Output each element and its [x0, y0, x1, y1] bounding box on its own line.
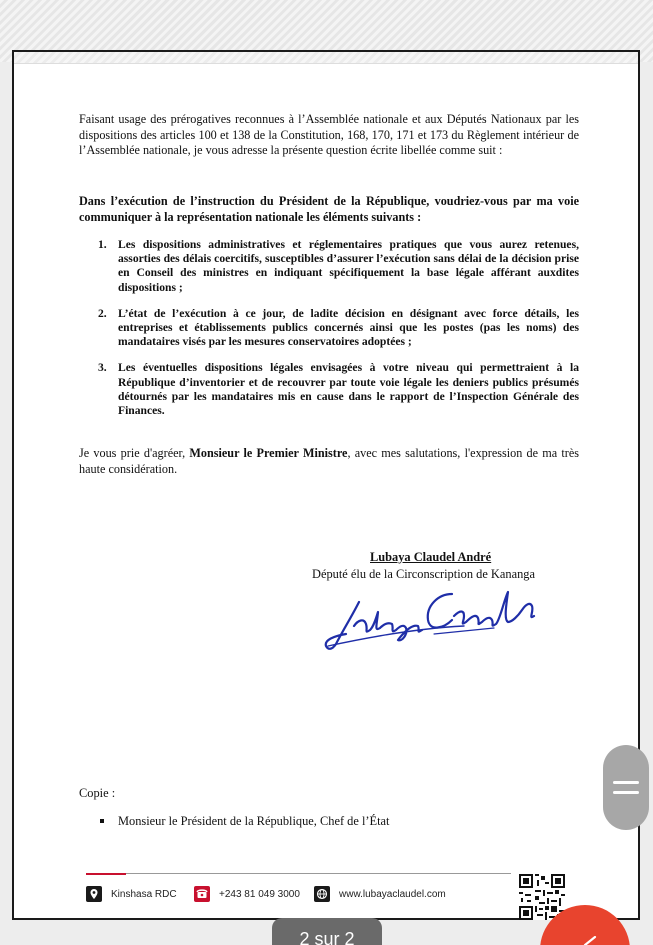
footer-location: [86, 886, 177, 902]
handwritten-signature: [314, 580, 544, 652]
footer-website: [314, 886, 446, 902]
pen-icon: [583, 936, 597, 945]
list-item: [98, 307, 579, 350]
footer-website-text: www.lubayaclaudel.com: [339, 888, 446, 900]
list-text: Les éventuelles dispositions légales envisagées à votre niveau qui permettraient à la République d’inventorier et de recouvrer par toute voie légale les deniers publics présumés détournés par les mandataires mis en cause dans le rapport de l’Inspection Générale des Finances.: [118, 361, 579, 418]
phone-icon: [194, 886, 210, 902]
map-pin-icon: [86, 886, 102, 902]
footer-divider: [126, 873, 511, 874]
globe-icon: [314, 886, 330, 902]
question-list: [98, 238, 579, 430]
handle-line: [613, 781, 639, 784]
copy-label: Copie :: [79, 786, 116, 800]
bullet-icon: [100, 819, 104, 823]
document-page: [12, 50, 640, 920]
list-number: 1.: [98, 238, 107, 251]
letterhead-footer: [86, 886, 506, 904]
scroll-handle[interactable]: [603, 745, 649, 830]
copy-recipient: [100, 814, 390, 829]
signatory-name: Lubaya Claudel André: [370, 550, 492, 564]
footer-phone-text: +243 81 049 3000: [219, 888, 300, 900]
footer-location-text: Kinshasa RDC: [111, 888, 177, 900]
closing-text-start: Je vous prie d'agréer,: [79, 446, 190, 460]
page-header-stripe: [14, 52, 638, 64]
list-number: 2.: [98, 306, 107, 320]
handle-line: [613, 791, 639, 794]
signatory-title: Député élu de la Circonscription de Kananga: [312, 567, 535, 581]
page-indicator: 2 sur 2: [272, 918, 382, 945]
question-paragraph: Dans l’exécution de l’instruction du Président de la République, voudriez-vous par ma voie communiquer à la représentation nationale les éléments suivants :: [79, 194, 579, 224]
copy-recipient-text: Monsieur le Président de la République, Chef de l’État: [118, 814, 390, 828]
closing-text-end: , avec mes salutations, l'expression de ma très haute considération.: [79, 446, 580, 476]
closing-addressee: Monsieur le Premier Ministre: [189, 446, 348, 460]
list-text: Les dispositions administratives et réglementaires pratiques que vous aurez retenues, assorties des délais coercitifs, susceptibles d’assurer l’exécution sans délai de la décision prise en Conseil des ministres en indiquant spécifiquement la base légale afférant auxdites dispositions ;: [118, 238, 579, 294]
list-text: L’état de l’exécution à ce jour, de ladite décision en désignant avec force détails, les entreprises et établissements publics concernés ainsi que les postes (pas les noms) des mandataires visés par les mesures conservatoires adoptées ;: [118, 306, 579, 349]
footer-phone: [194, 886, 300, 902]
intro-paragraph: Faisant usage des prérogatives reconnues à l’Assemblée nationale et aux Députés Nationaux par les dispositions des articles 100 et 138 de la Constitution, 168, 170, 171 et 173 du Règlement intérieur de l’Assemblée nationale, je vous adresse la présente question écrite libellée comme suit :: [79, 112, 579, 158]
list-item: [98, 361, 579, 418]
list-item: [98, 238, 579, 295]
list-number: 3.: [98, 361, 107, 375]
closing-paragraph: [79, 446, 579, 477]
footer-accent-line: [86, 873, 126, 875]
